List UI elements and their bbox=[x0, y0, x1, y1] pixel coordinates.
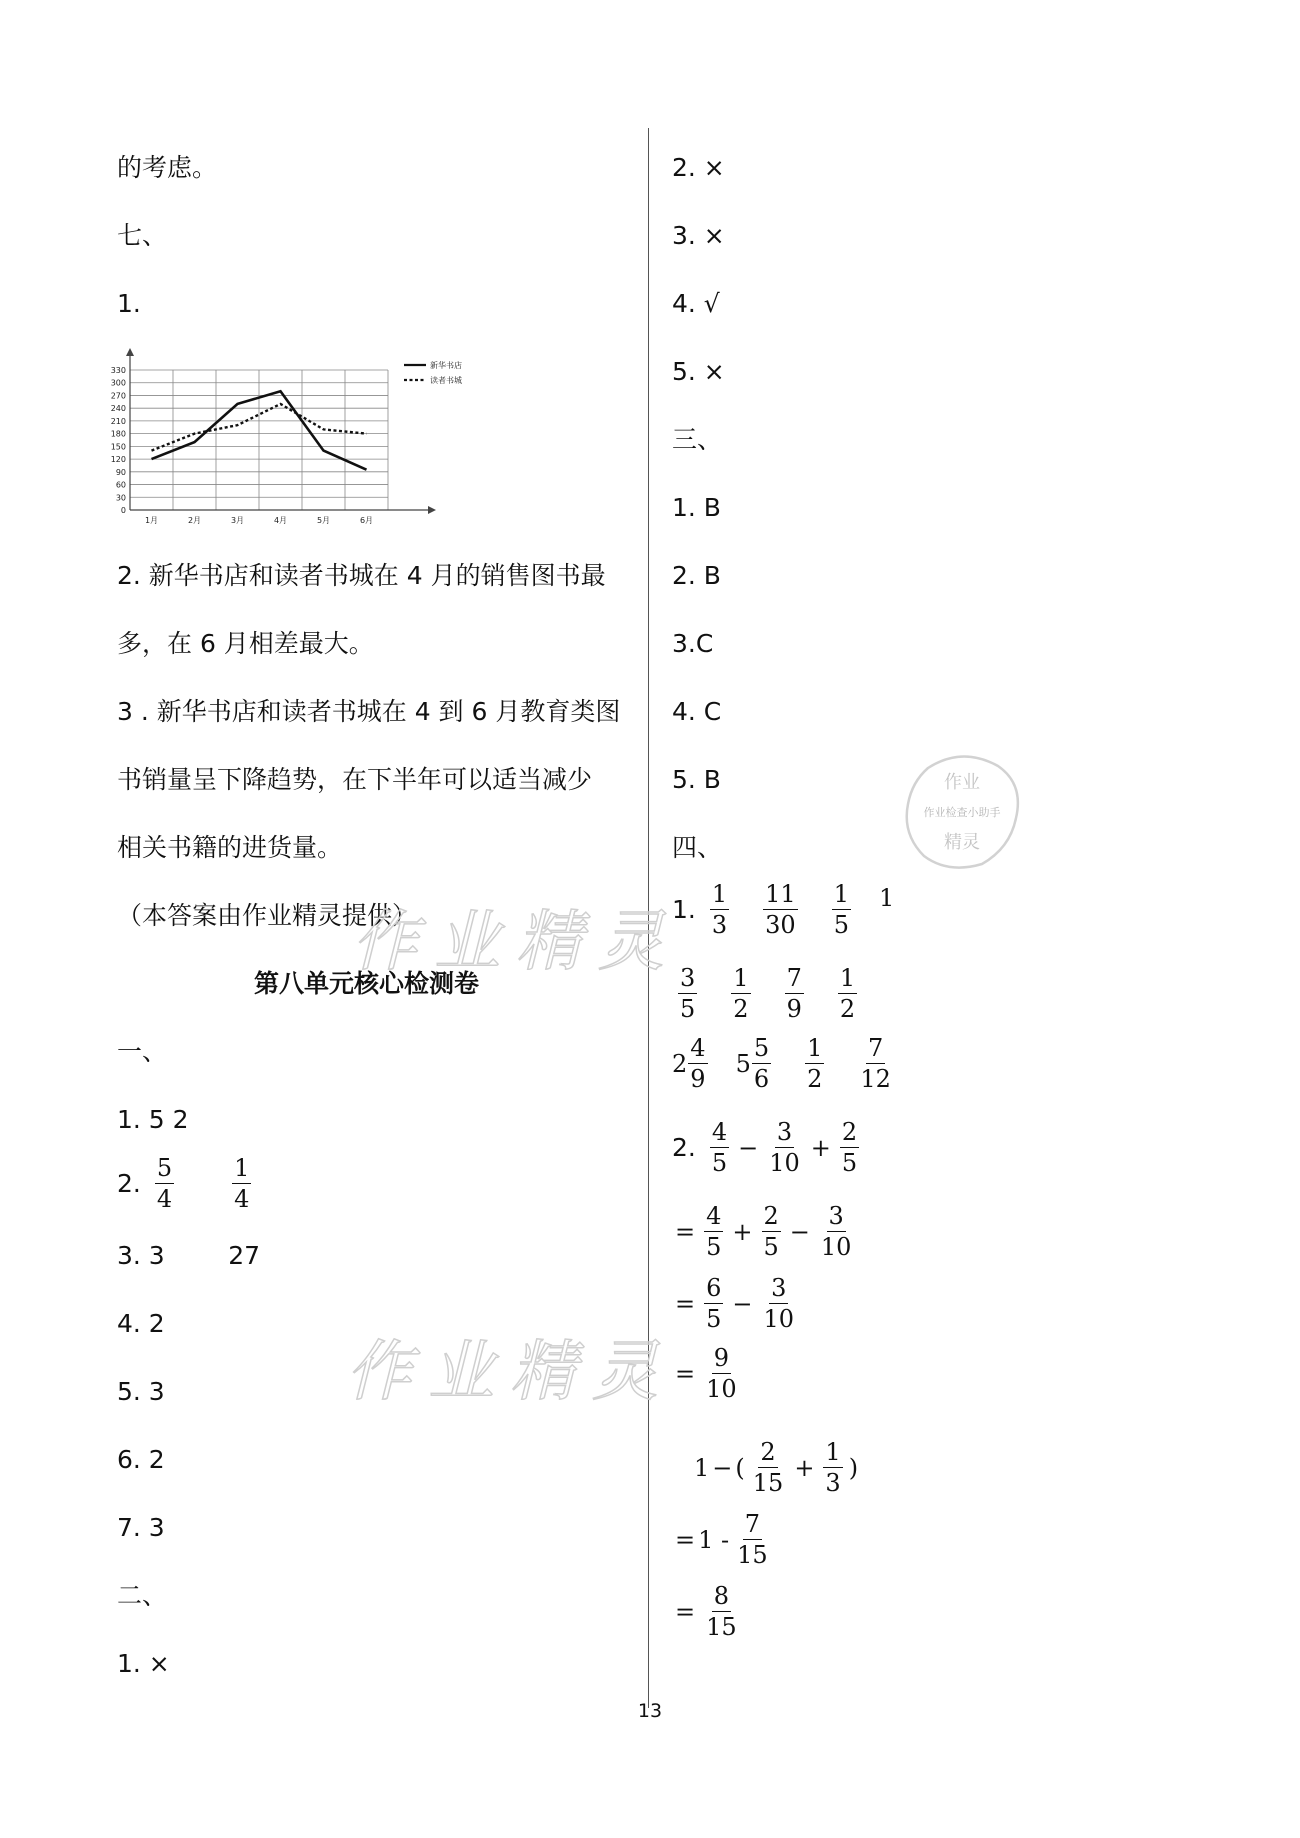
stamp-middle-text: 作业检查小助手 bbox=[923, 806, 1001, 819]
text-line: 的考虑。 bbox=[117, 153, 218, 182]
x-tick-label: 5月 bbox=[316, 516, 331, 525]
y-tick-label: 0 bbox=[120, 506, 126, 515]
fraction: $\frac{6}{5}$ bbox=[706, 1274, 722, 1333]
x-tick-label: 2月 bbox=[187, 516, 202, 525]
y-tick-label: 300 bbox=[110, 378, 126, 388]
equation-line bbox=[672, 1276, 802, 1331]
minus-sign: − bbox=[789, 1217, 810, 1246]
fraction: $\frac{7}{9}$ bbox=[786, 964, 802, 1023]
answer-line: 2. B bbox=[672, 561, 721, 590]
answer-line: 5. B bbox=[672, 765, 721, 794]
chart-legend bbox=[404, 360, 462, 385]
fraction-row bbox=[672, 966, 863, 1021]
answer-line: 1. × bbox=[117, 1649, 170, 1678]
text-line: 多，在 6 月相差最大。 bbox=[117, 629, 374, 658]
minus-sign: − bbox=[738, 1133, 759, 1162]
y-tick-label: 240 bbox=[110, 404, 126, 414]
fraction: $\frac{4}{9}$ bbox=[690, 1034, 706, 1093]
answer-line: 4. C bbox=[672, 697, 722, 726]
answer-line: 1. B bbox=[672, 493, 721, 522]
y-tick-label: 180 bbox=[110, 429, 126, 439]
watermark-text: 作业精灵 bbox=[352, 903, 680, 980]
equation-line bbox=[672, 1512, 776, 1567]
fraction: $\frac{3}{10}$ bbox=[820, 1202, 852, 1261]
y-tick-label: 270 bbox=[110, 391, 126, 401]
fraction: $\frac{1}{2}$ bbox=[807, 1034, 823, 1093]
fraction: $\frac{1}{2}$ bbox=[839, 964, 856, 1023]
answer-number: 2. bbox=[672, 1133, 696, 1162]
equation-line bbox=[672, 1204, 859, 1259]
answer-line: 6. 2 bbox=[117, 1445, 165, 1474]
fraction-row bbox=[672, 1036, 899, 1091]
right-paren: ) bbox=[848, 1453, 859, 1482]
fraction: $\frac{7}{15}$ bbox=[737, 1510, 768, 1569]
y-tick-label: 90 bbox=[115, 467, 126, 477]
y-axis-arrow bbox=[126, 348, 134, 356]
fraction: $\frac{3}{10}$ bbox=[769, 1118, 800, 1177]
text-line: 相关书籍的进货量。 bbox=[117, 833, 343, 862]
equation-line bbox=[672, 1346, 745, 1401]
source-note: （本答案由作业精灵提供） bbox=[117, 901, 418, 930]
chart-grid bbox=[130, 370, 388, 510]
answer-line: 2. × bbox=[672, 153, 725, 182]
x-tick-label: 3月 bbox=[230, 516, 245, 525]
fraction: $\frac{2}{5}$ bbox=[841, 1118, 858, 1177]
whole-number: 5 bbox=[735, 1049, 751, 1078]
plus-sign: + bbox=[794, 1453, 815, 1482]
fraction: $\frac{1}{5}$ bbox=[833, 880, 849, 939]
answer-line: 5. 3 bbox=[117, 1377, 165, 1406]
equals-sign: = bbox=[675, 1289, 696, 1318]
equation-line bbox=[694, 1440, 858, 1495]
fraction: $\frac{1}{4}$ bbox=[234, 1154, 250, 1213]
answer-number: 2. bbox=[117, 1169, 141, 1198]
fraction-row bbox=[672, 882, 894, 937]
answer-line: 4. 2 bbox=[117, 1309, 165, 1338]
section-heading: 三、 bbox=[672, 425, 723, 454]
stamp-bottom-text: 精灵 bbox=[944, 832, 980, 853]
section-heading: 二、 bbox=[117, 1581, 168, 1610]
answer-number: 1. bbox=[672, 895, 696, 924]
section-heading: 七、 bbox=[117, 221, 168, 250]
chart-axes bbox=[126, 348, 436, 514]
fraction: $\frac{1}{2}$ bbox=[733, 964, 749, 1023]
equals-sign: = bbox=[675, 1525, 696, 1554]
section-title: 第八单元核心检测卷 bbox=[254, 969, 480, 998]
section-heading: 一、 bbox=[117, 1037, 168, 1066]
plus-sign: + bbox=[810, 1133, 831, 1162]
x-tick-label: 4月 bbox=[273, 516, 288, 525]
x-tick-label: 6月 bbox=[359, 516, 374, 525]
answer-line: 7. 3 bbox=[117, 1513, 165, 1542]
legend-label: 读者书城 bbox=[430, 376, 462, 385]
fraction: $\frac{3}{10}$ bbox=[763, 1274, 795, 1333]
equals-sign: = bbox=[675, 1217, 696, 1246]
fraction: $\frac{8}{15}$ bbox=[706, 1582, 737, 1641]
answer-line: 3.C bbox=[672, 629, 714, 658]
y-tick-label: 60 bbox=[115, 480, 126, 490]
fraction: $\frac{11}{30}$ bbox=[765, 880, 796, 939]
fraction: $\frac{5}{4}$ bbox=[156, 1154, 173, 1213]
minus-sign: − bbox=[732, 1289, 753, 1318]
page-number: 13 bbox=[637, 1700, 663, 1722]
fraction: $\frac{5}{6}$ bbox=[753, 1034, 770, 1093]
x-tick-labels bbox=[145, 516, 373, 525]
minus-sign: − bbox=[712, 1453, 733, 1482]
fraction: $\frac{9}{10}$ bbox=[706, 1344, 737, 1403]
equals-sign: = bbox=[675, 1597, 696, 1626]
answer-line: 1. 5 2 bbox=[117, 1105, 189, 1134]
fraction: $\frac{3}{5}$ bbox=[680, 964, 696, 1023]
y-tick-label: 120 bbox=[110, 455, 126, 465]
question-number: 1. bbox=[117, 289, 141, 318]
left-paren: ( bbox=[735, 1453, 745, 1482]
text-line: 3 . 新华书店和读者书城在 4 到 6 月教育类图 bbox=[117, 697, 621, 726]
fraction: $\frac{2}{15}$ bbox=[752, 1438, 784, 1497]
equation-line bbox=[672, 1584, 745, 1639]
equation-line bbox=[672, 1120, 865, 1175]
y-tick-label: 210 bbox=[110, 416, 126, 426]
whole-number: 2 bbox=[672, 1049, 688, 1078]
fraction: $\frac{1}{3}$ bbox=[825, 1438, 841, 1497]
answer-line: 4. √ bbox=[672, 289, 720, 318]
y-tick-label: 330 bbox=[110, 366, 126, 375]
answer-fractions bbox=[117, 1156, 257, 1211]
x-tick-label: 1月 bbox=[144, 516, 159, 525]
watermark-text: 作业精灵 bbox=[346, 1333, 674, 1410]
text-line: 书销量呈下降趋势，在下半年可以适当减少 bbox=[117, 765, 593, 794]
equals-sign: = bbox=[675, 1359, 696, 1388]
text-line: 2. 新华书店和读者书城在 4 月的销售图书最 bbox=[117, 561, 606, 590]
stamp-top-text: 作业 bbox=[944, 772, 980, 793]
answer-line: 3. 3 27 bbox=[117, 1241, 261, 1270]
x-axis-arrow bbox=[428, 506, 436, 514]
y-tick-label: 150 bbox=[110, 442, 126, 452]
fraction: $\frac{7}{12}$ bbox=[860, 1034, 891, 1093]
fraction: $\frac{1}{3}$ bbox=[711, 880, 728, 939]
answer-line: 3. × bbox=[672, 221, 725, 250]
plus-sign: + bbox=[732, 1217, 753, 1246]
fraction: $\frac{4}{5}$ bbox=[711, 1118, 728, 1177]
fraction: $\frac{4}{5}$ bbox=[706, 1202, 722, 1261]
legend-label: 新华书店 bbox=[430, 361, 462, 370]
whole-number: 1 bbox=[694, 1453, 710, 1482]
y-tick-labels bbox=[111, 366, 126, 515]
whole-number: 1 bbox=[878, 883, 895, 912]
answer-line: 5. × bbox=[672, 357, 725, 386]
section-heading: 四、 bbox=[672, 833, 723, 862]
line-chart bbox=[108, 340, 548, 535]
watermark-stamp bbox=[898, 748, 1026, 876]
y-tick-label: 30 bbox=[115, 493, 126, 503]
whole-number: 1 - bbox=[698, 1525, 730, 1554]
fraction: $\frac{2}{5}$ bbox=[763, 1202, 779, 1261]
